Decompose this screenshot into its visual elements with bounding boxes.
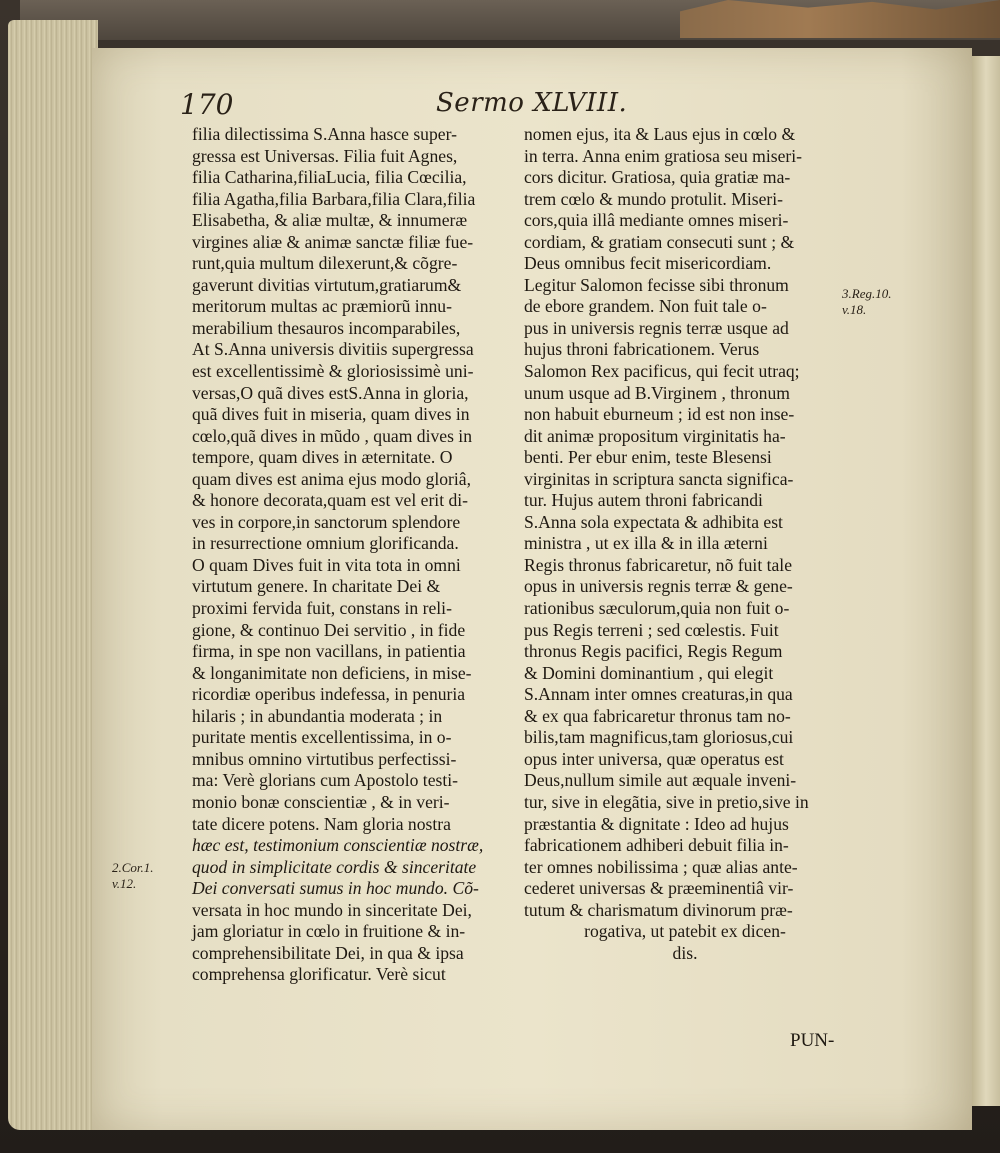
text-line: est excellentissimè & gloriosissimè uni- bbox=[192, 361, 474, 382]
text-line: virtutum genere. In charitate Dei & bbox=[192, 576, 441, 597]
text-line: dit animæ propositum virginitatis ha- bbox=[524, 425, 786, 446]
text-line: quod in simplicitate cordis & sinceritate bbox=[192, 856, 477, 877]
text-line: versata in hoc mundo in sinceritate Dei, bbox=[192, 899, 472, 920]
text-line: opus inter universa, quæ operatus est bbox=[524, 748, 784, 769]
text-line: S.Anna sola expectata & adhibita est bbox=[524, 511, 783, 532]
margin-note-line: v.12. bbox=[112, 876, 137, 891]
left-margin-note bbox=[112, 860, 154, 892]
text-line: rogativa, ut patebit ex dicen- bbox=[584, 921, 786, 942]
text-line: cordiam, & gratiam consecuti sunt ; & bbox=[524, 231, 795, 252]
text-line: Deus omnibus fecit misericordiam. bbox=[524, 253, 772, 274]
text-line: gaverunt divitias virtutum,gratiarum& bbox=[192, 274, 462, 295]
text-line: de ebore grandem. Non fuit tale o- bbox=[524, 296, 767, 317]
margin-note-line: 3.Reg.10. bbox=[842, 286, 892, 301]
text-line: rationibus sæculorum,quia non fuit o- bbox=[524, 598, 790, 619]
text-line: proximi fervida fuit, constans in reli- bbox=[192, 598, 452, 619]
text-line: runt,quia multum dilexerunt,& cõgre- bbox=[192, 253, 458, 274]
text-line: filia Catharina,filiaLucia, filia Cœcilia, bbox=[192, 167, 467, 188]
text-line: ma: Verè glorians cum Apostolo testi- bbox=[192, 770, 458, 791]
text-line: & honore decorata,quam est vel erit di- bbox=[192, 490, 469, 511]
running-head bbox=[180, 88, 940, 122]
text-line: fabricationem adhiberi debuit filia in- bbox=[524, 835, 789, 856]
text-line: virgines aliæ & animæ sanctæ filiæ fue- bbox=[192, 231, 474, 252]
text-line: At S.Anna universis divitiis supergressa bbox=[192, 339, 474, 360]
text-line: cors,quia illâ mediante omnes miseri- bbox=[524, 210, 789, 231]
text-line: hujus throni fabricationem. Verus bbox=[524, 339, 760, 360]
text-line: hæc est, testimonium conscientiæ nostræ, bbox=[192, 835, 484, 856]
text-line: & longanimitate non deficiens, in mise- bbox=[192, 662, 472, 683]
text-line: S.Annam inter omnes creaturas,in qua bbox=[524, 684, 793, 705]
text-line: ministra , ut ex illa & in illa æterni bbox=[524, 533, 768, 554]
text-line: benti. Per ebur enim, teste Blesensi bbox=[524, 447, 772, 468]
text-line: cœlo,quã dives in mũdo , quam dives in bbox=[192, 425, 472, 446]
text-line: Legitur Salomon fecisse sibi thronum bbox=[524, 274, 789, 295]
text-line: tempore, quam dives in æternitate. O bbox=[192, 447, 453, 468]
text-line: cederet universas & præeminentiâ vir- bbox=[524, 878, 794, 899]
text-line: & Domini dominantium , qui elegit bbox=[524, 662, 774, 683]
left-text-column bbox=[192, 124, 514, 986]
text-line: opus in universis regnis terræ & gene- bbox=[524, 576, 793, 597]
text-line: cors dicitur. Gratiosa, quia gratiæ ma- bbox=[524, 167, 791, 188]
right-text-column bbox=[524, 124, 846, 964]
text-line: comprehensa glorificatur. Verè sicut bbox=[192, 964, 446, 985]
running-title: Sermo XLVIII. bbox=[436, 88, 628, 118]
text-line: dis. bbox=[672, 942, 698, 963]
page-edges bbox=[8, 20, 98, 1130]
text-line: pus in universis regnis terræ usque ad bbox=[524, 317, 789, 338]
text-line: Elisabetha, & aliæ multæ, & innumeræ bbox=[192, 210, 468, 231]
text-line: virginitas in scriptura sancta significa- bbox=[524, 468, 794, 489]
text-line: gione, & continuo Dei servitio , in fide bbox=[192, 619, 466, 640]
catchword: PUN- bbox=[790, 1030, 835, 1051]
text-line: tate dicere potens. Nam gloria nostra bbox=[192, 813, 451, 834]
text-line: præstantia & dignitate : Ideo ad hujus bbox=[524, 813, 789, 834]
text-line: tutum & charismatum divinorum præ- bbox=[524, 899, 793, 920]
text-line: quam dives est anima ejus modo gloriâ, bbox=[192, 468, 472, 489]
text-line: firma, in spe non vacillans, in patientia bbox=[192, 641, 466, 662]
text-line: bilis,tam magnificus,tam gloriosus,cui bbox=[524, 727, 794, 748]
text-line: ter omnes nobilissima ; quæ alias ante- bbox=[524, 856, 798, 877]
text-line: Deus,nullum simile aut æquale inveni- bbox=[524, 770, 797, 791]
text-line: ricordiæ operibus indefessa, in penuria bbox=[192, 684, 466, 705]
right-margin-note bbox=[842, 286, 891, 318]
text-line: puritate mentis excellentissima, in o- bbox=[192, 727, 452, 748]
text-line: monio bonæ conscientiæ , & in veri- bbox=[192, 791, 450, 812]
text-line: jam gloriatur in cœlo in fruitione & in- bbox=[192, 921, 466, 942]
margin-note-line: v.18. bbox=[842, 302, 867, 317]
page-number: 170 bbox=[180, 88, 234, 121]
text-line: Regis thronus fabricaretur, nõ fuit tale bbox=[524, 554, 793, 575]
text-line: in resurrectione omnium glorificanda. bbox=[192, 533, 459, 554]
text-line: quã dives fuit in miseria, quam dives in bbox=[192, 404, 470, 425]
margin-note-line: 2.Cor.1. bbox=[112, 860, 154, 875]
text-line: merabilium thesauros incomparabiles, bbox=[192, 317, 461, 338]
text-line: hilaris ; in abundantia moderata ; in bbox=[192, 705, 443, 726]
text-line: pus Regis terreni ; sed cœlestis. Fuit bbox=[524, 619, 779, 640]
text-line: mnibus omnino virtutibus perfectissi- bbox=[192, 748, 457, 769]
text-line: ves in corpore,in sanctorum splendore bbox=[192, 511, 461, 532]
text-line: thronus Regis pacifici, Regis Regum bbox=[524, 641, 783, 662]
text-line: versas,O quã dives estS.Anna in gloria, bbox=[192, 382, 469, 403]
text-line: in terra. Anna enim gratiosa seu miseri- bbox=[524, 145, 802, 166]
text-line: meritorum multas ac præmiorũ innu- bbox=[192, 296, 452, 317]
text-line: tur, sive in elegãtia, sive in pretio,sive in bbox=[524, 791, 809, 812]
text-line: nomen ejus, ita & Laus ejus in cœlo & bbox=[524, 124, 796, 144]
text-line: filia dilectissima S.Anna hasce super- bbox=[192, 124, 457, 144]
text-line: tur. Hujus autem throni fabricandi bbox=[524, 490, 763, 511]
text-line: Salomon Rex pacificus, qui fecit utraq; bbox=[524, 361, 800, 382]
text-line: non habuit eburneum ; id est non inse- bbox=[524, 404, 795, 425]
text-line: O quam Dives fuit in vita tota in omni bbox=[192, 554, 461, 575]
text-line: unum usque ad B.Virginem , thronum bbox=[524, 382, 790, 403]
text-line: filia Agatha,filia Barbara,filia Clara,filia bbox=[192, 188, 476, 209]
text-line: gressa est Universas. Filia fuit Agnes, bbox=[192, 145, 458, 166]
text-line: & ex qua fabricaretur thronus tam no- bbox=[524, 705, 791, 726]
facing-page-edge bbox=[972, 56, 1000, 1106]
text-line: Dei conversati sumus in hoc mundo. Cõ- bbox=[192, 878, 479, 899]
text-line: comprehensibilitate Dei, in qua & ipsa bbox=[192, 942, 464, 963]
text-line: trem cœlo & mundo protulit. Miseri- bbox=[524, 188, 783, 209]
